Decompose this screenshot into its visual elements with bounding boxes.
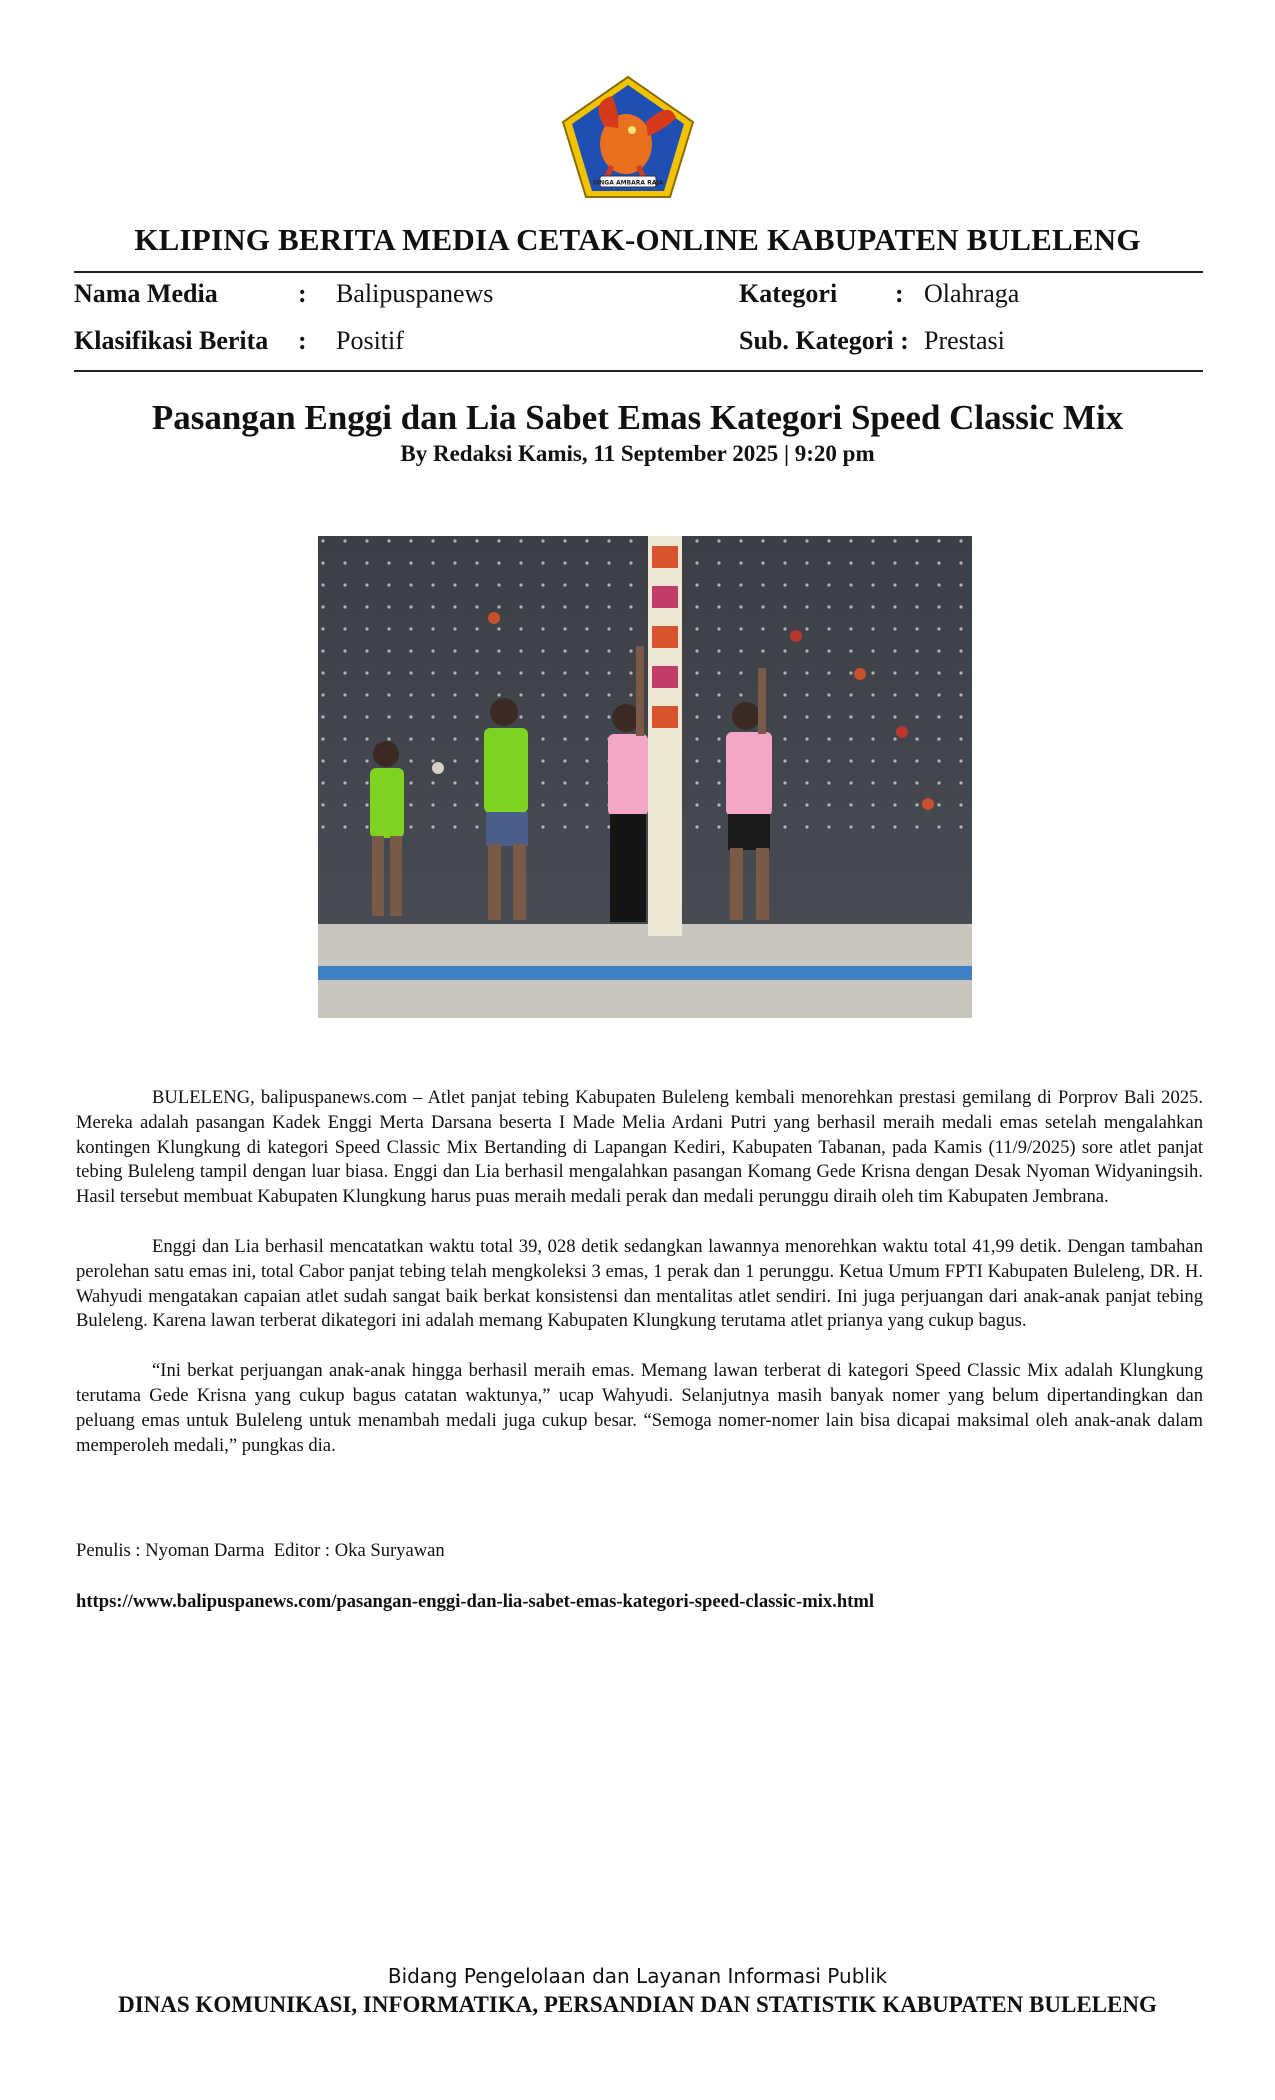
footer-agency: DINAS KOMUNIKASI, INFORMATIKA, PERSANDIAN DAN STATISTIK KABUPATEN BULELENG [118, 1992, 1157, 2017]
subkategori-label: Sub. Kategori : [739, 326, 909, 355]
top-divider [74, 271, 1203, 273]
paragraph: “Ini berkat perjuangan anak-anak hingga berhasil meraih emas. Memang lawan terberat di kategori Speed Classic Mix adalah Klungkung terutama Gede Krisna yang cukup bagus catatan waktunya,” ucap Wahyudi. Selanjutnya masih banyak nomer yang belum dipertandingkan dan peluang emas untuk Buleleng untuk menambah medali juga cukup besar. “Semoga nomer-nomer lain bisa dicapai maksimal oleh anak-anak dalam memperoleh medali,” pungkas dia. [76, 1360, 1203, 1456]
article-byline: By Redaksi Kamis, 11 September 2025 | 9:20 pm [400, 441, 875, 466]
source-url[interactable]: https://www.balipuspanews.com/pasangan-enggi-dan-lia-sabet-emas-kategori-speed-classic-mix.html [76, 1591, 875, 1612]
subkategori-value: Prestasi [924, 326, 1005, 355]
meta-row-klasifikasi [74, 326, 1203, 366]
kategori-colon: : [895, 279, 904, 308]
writer-editor-line: Penulis : Nyoman Darma Editor : Oka Suryawan [76, 1540, 445, 1561]
paragraph: BULELENG, balipuspanews.com – Atlet panjat tebing Kabupaten Buleleng kembali menorehkan prestasi gemilang di Porprov Bali 2025. Mereka adalah pasangan Kadek Enggi Merta Darsana beserta I Made Melia Ardani Putri yang berhasil meraih medali emas setelah mengalahkan kontingen Klungkung di kategori Speed Classic Mix Bertanding di Lapangan Kediri, Kabupaten Tabanan, pada Kamis (11/9/2025) sore atlet panjat tebing Buleleng tampil dengan luar biasa. Enggi dan Lia berhasil mengalahkan pasangan Komang Gede Krisna dengan Desak Nyoman Widyaningsih. Hasil tersebut membuat Kabupaten Klungkung harus puas meraih medali perak dan medali perunggu diraih oleh tim Kabupaten Jembrana. [76, 1087, 1203, 1208]
article-photo [318, 536, 972, 1018]
bottom-divider [74, 370, 1203, 372]
klasifikasi-colon: : [298, 326, 307, 355]
media-colon: : [298, 279, 307, 308]
media-value: Balipuspanews [336, 279, 494, 308]
kategori-value: Olahraga [924, 279, 1020, 308]
klasifikasi-label: Klasifikasi Berita [74, 326, 269, 355]
footer-department: Bidang Pengelolaan dan Layanan Informasi Publik [387, 1964, 888, 1988]
climbers-photo-illustration [318, 536, 972, 1018]
paragraph: Enggi dan Lia berhasil mencatatkan waktu total 39, 028 detik sedangkan lawannya menorehkan waktu total 41,99 detik. Dengan tambahan perolehan satu emas ini, total Cabor panjat tebing telah mengkoleksi 3 emas, 1 perak dan 1 perunggu. Ketua Umum FPTI Kabupaten Buleleng, DR. H. Wahyudi mengatakan capaian atlet sudah sangat baik berkat konsistensi dan mentalitas atlet sendiri. Ini juga perjuangan dari anak-anak panjat tebing Buleleng. Karena lawan terberat dikategori ini adalah memang Kabupaten Klungkung terutama atlet prianya yang cukup bagus. [76, 1235, 1203, 1332]
document-title: KLIPING BERITA MEDIA CETAK-ONLINE KABUPATEN BULELENG [134, 222, 1141, 257]
logo-caption: SINGA AMBARA RAJA [592, 179, 664, 187]
article-body [76, 1086, 1203, 1483]
kategori-label: Kategori [739, 279, 838, 308]
article-headline: Pasangan Enggi dan Lia Sabet Emas Kategori Speed Classic Mix [151, 398, 1124, 437]
regency-logo [560, 74, 696, 200]
klasifikasi-value: Positif [336, 326, 404, 355]
singa-ambara-raja-icon [560, 74, 696, 200]
media-label: Nama Media [74, 279, 218, 308]
meta-row-media [74, 279, 1203, 319]
